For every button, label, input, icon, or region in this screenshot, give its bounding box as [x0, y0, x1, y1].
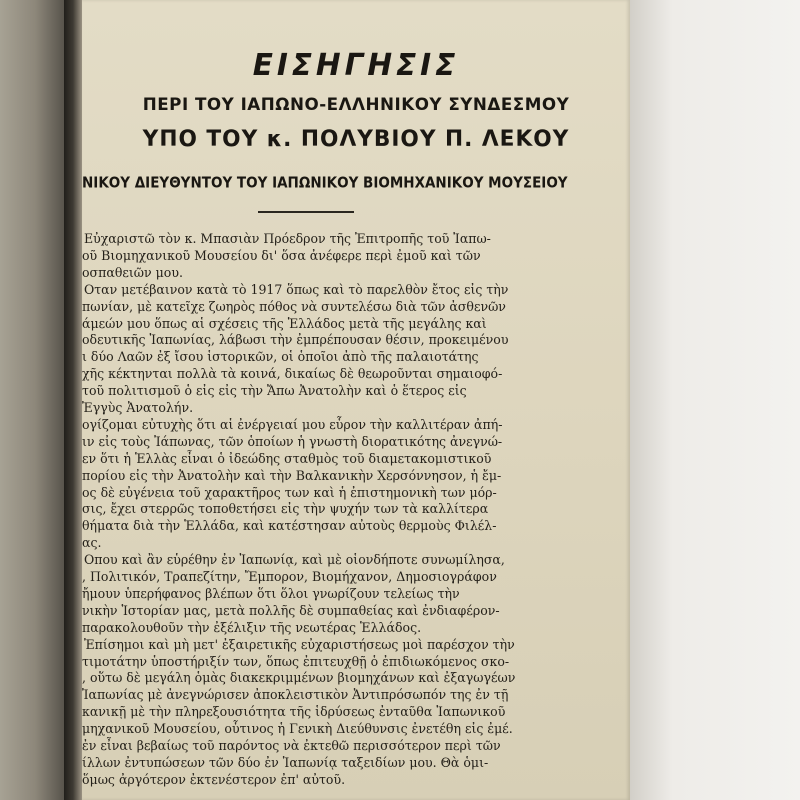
document-page	[82, 0, 630, 800]
body-line: νικὴν Ἱστορίαν μας, μετὰ πολλῆς δὲ συμπαθείας καὶ ἐνδιαφέρον-	[82, 602, 500, 618]
document-subtitle: ΠΕΡΙ ΤΟΥ ΙΑΠΩΝΟ-ΕΛΛΗΝΙΚΟΥ ΣΥΝΔΕΣΜΟΥ	[142, 95, 570, 115]
body-line: ἤμουν ὑπερήφανος βλέπων ὅτι ὅλοι γνωρίζουν τελείως τὴν	[82, 585, 460, 601]
body-line: Εὐχαριστῶ τὸν κ. Μπασιὰν Πρόεδρον τῆς Ἐπιτροπῆς τοῦ Ἰαπω-	[84, 231, 491, 246]
book-gutter	[64, 0, 82, 800]
body-line: σις, ἔχει στερρῶς τοποθετήσει εἰς τὴν ψυχήν των τὰ καλλίτερα	[82, 501, 489, 517]
body-line: ιν εἰς τοὺς Ἰάπωνας, τῶν ὁποίων ἡ γνωστὴ διορατικότης ἀνεγνώ-	[82, 433, 503, 449]
body-line: , οὕτω δὲ μεγάλη ὁμὰς διακεκριμμένων βιομηχάνων καὶ ἐξαγωγέων	[82, 670, 516, 686]
body-line: παρακολουθοῦν τὴν ἐξέλιξιν τῆς νεωτέρας Ἑλλάδος.	[82, 619, 422, 635]
body-line: οῦ Βιομηχανικοῦ Μουσείου δι' ὅσα ἀνέφερε περὶ ἐμοῦ καὶ τῶν	[82, 247, 481, 263]
body-line: Ἐγγὺς Ἀνατολήν.	[82, 400, 194, 415]
body-line: ὅμως ἀργότερον ἐκτενέστερον ἐπ' αὐτοῦ.	[82, 771, 346, 787]
body-line: χῆς κέκτηνται πολλὰ τὰ κοινά, δικαίως δὲ θεωροῦνται σημαιοφό-	[82, 366, 503, 382]
body-line: οσπαθειῶν μου.	[82, 264, 183, 280]
body-line: πορίου εἰς τὴν Ἀνατολὴν καὶ τὴν Βαλκανικὴν Χερσόννησον, ἡ ἔμ-	[82, 467, 502, 483]
body-line: Οπου καὶ ἂν εὑρέθην ἐν Ἰαπωνίᾳ, καὶ μὲ οἱονδήποτε συνωμίλησα,	[84, 552, 505, 568]
body-line: οδευτικῆς Ἰαπωνίας, λάβωσι τὴν ἐμπρέπουσαν θέσιν, προκειμένου	[82, 332, 509, 348]
facing-page-edge	[0, 0, 64, 800]
body-line: , Πολιτικόν, Τραπεζίτην, Ἔμπορον, Βιομήχανον, Δημοσιογράφον	[82, 569, 497, 584]
body-line: εν ὅτι ἡ Ἑλλὰς εἶναι ὁ ἰδεώδης σταθμὸς τοῦ διαμετακομιστικοῦ	[82, 450, 492, 466]
body-line: ι δύο Λαῶν ἐξ ἴσου ἱστορικῶν, οἱ ὁποῖοι ἀπὸ τῆς παλαιοτάτης	[82, 349, 479, 365]
body-line: Ἐπίσημοι καὶ μὴ μετ' ἐξαιρετικῆς εὐχαριστήσεως μοὶ παρέσχον τὴν	[84, 636, 515, 652]
body-line: θήματα διὰ τὴν Ἑλλάδα, καὶ κατέστησαν αὐτοὺς θερμοὺς Φιλέλ-	[82, 518, 497, 534]
author-line: ΥΠΟ ΤΟΥ κ. ΠΟΛΥΒΙΟΥ Π. ΛΕΚΟΥ	[142, 127, 570, 152]
body-line: τιμοτάτην ὑποστήριξίν των, ὅπως ἐπιτευχθῇ ὁ ἐπιδιωκόμενος σκο-	[82, 653, 510, 669]
body-line: ἐν εἶναι βεβαίως τοῦ παρόντος νὰ ἐκτεθῶ περισσότερον περὶ τῶν	[82, 738, 501, 753]
body-line: Οταν μετέβαινον κατὰ τὸ 1917 ὅπως καὶ τὸ παρελθὸν ἔτος εἰς τὴν	[84, 281, 509, 297]
body-line: πωνίαν, μὲ κατεῖχε ζωηρὸς πόθος νὰ συντελέσω διὰ τῶν ἀσθενῶν	[82, 298, 506, 314]
body-line: ας.	[82, 535, 102, 551]
body-line: ος δὲ εὐγένεια τοῦ χαρακτῆρος των καὶ ἡ ἐπιστημονικὴ των μόρ-	[82, 484, 497, 500]
body-line: τοῦ πολιτισμοῦ ὁ εἰς εἰς τὴν Ἄπω Ἀνατολὴν καὶ ὁ ἕτερος εἰς	[82, 383, 467, 399]
background-surface	[630, 0, 800, 800]
title-divider	[258, 211, 354, 213]
body-line: μηχανικοῦ Μουσείου, οὗτινος ἡ Γενικὴ Διεύθυνσις ἐνετέθη εἰς ἐμέ.	[82, 721, 513, 737]
body-line: Ἰαπωνίας μὲ ἀνεγνώρισεν ἀποκλειστικὸν Ἀντιπρόσωπόν της ἐν τῇ	[82, 687, 509, 703]
body-line: ογίζομαι εὐτυχὴς ὅτι αἱ ἐνέργειαί μου εὗρον τὴν καλλιτέραν ἀπή-	[82, 416, 503, 432]
document-title: ΕΙΣΗΓΗΣΙΣ	[252, 48, 460, 83]
body-line: κανικῇ μὲ τὴν πληρεξουσιότητα τῆς ἱδρύσεως ἐνταῦθα Ἰαπωνικοῦ	[82, 704, 506, 720]
page-content	[82, 0, 630, 800]
body-line: ίλλων ἐντυπώσεων τῶν δύο ἐν Ἰαπωνίᾳ ταξειδίων μου. Θὰ ὁμι-	[82, 754, 489, 770]
author-position: ΝΙΚΟΥ ΔΙΕΥΘΥΝΤΟΥ ΤΟΥ ΙΑΠΩΝΙΚΟΥ ΒΙΟΜΗΧΑΝΙΚΟΥ ΜΟΥΣΕΙΟΥ	[82, 174, 568, 192]
body-line: άμεών μου ὅπως αἱ σχέσεις τῆς Ἑλλάδος μετὰ τῆς μεγάλης καὶ	[82, 315, 487, 331]
